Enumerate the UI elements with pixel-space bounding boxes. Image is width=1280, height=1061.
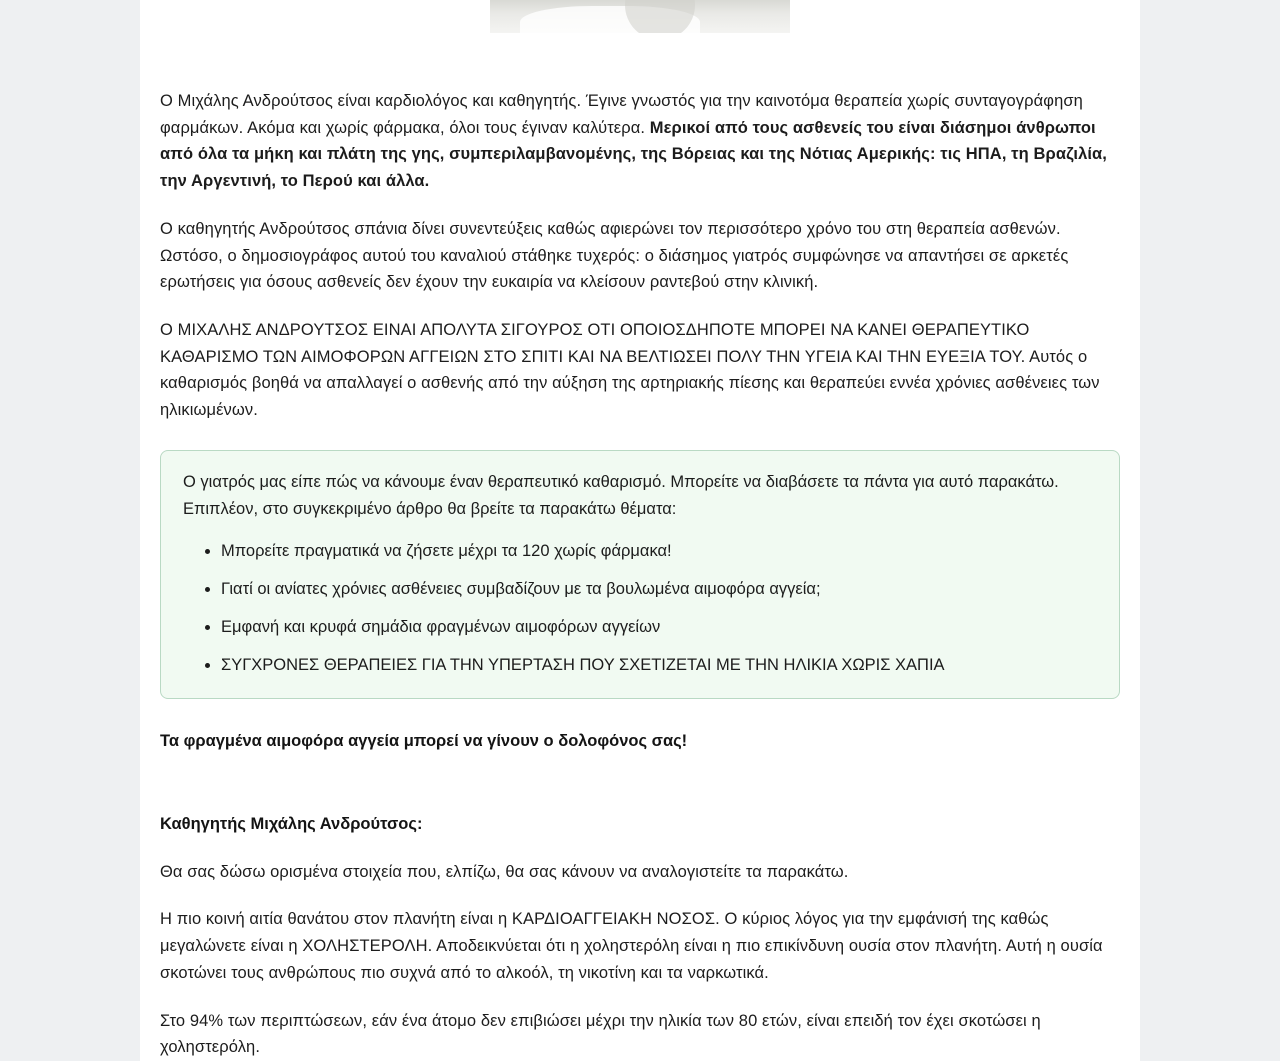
intro-paragraph	[160, 88, 1120, 195]
list-item: • Εμφανή και κρυφά σημάδια φραγμένων αιμοφόρων αγγείων	[221, 614, 1097, 641]
section-heading-professor: Καθηγητής Μιχάλης Ανδρούτσος:	[160, 814, 423, 833]
callout-intro-text: Ο γιατρός μας είπε πώς να κάνουμε έναν θεραπευτικό καθαρισμό. Μπορείτε να διαβάσετε τα πάντα για αυτό παρακάτω. Επιπλέον, στο συγκεκριμένο άρθρο θα βρείτε τα παρακάτω θέματα:	[183, 472, 1059, 518]
doctor-portrait-image	[490, 0, 790, 33]
cholesterol-paragraph: Η πιο κοινή αιτία θανάτου στον πλανήτη είναι η ΚΑΡΔΙΟΑΓΓΕΙΑΚΗ ΝΟΣΟΣ. Ο κύριος λόγος για την εμφάνισή της καθώς μεγαλώνετε είναι η ΧΟΛΗΣΤΕΡΟΛΗ. Αποδεικνύεται ότι η χοληστερόλη είναι η πιο επικίνδυνη ουσία στον πλανήτη. Αυτή η ουσία σκοτώνει τους ανθρώπους πιο συχνά από το αλκοόλ, τη νικοτίνη και τα ναρκωτικά.	[160, 910, 1103, 982]
cleansing-claim-paragraph: Ο ΜΙΧΑΛΗΣ ΑΝΔΡΟΥΤΣΟΣ ΕΙΝΑΙ ΑΠΟΛΥΤΑ ΣΙΓΟΥΡΟΣ ΟΤΙ ΟΠΟΙΟΣΔΗΠΟΤΕ ΜΠΟΡΕΙ ΝΑ ΚΑΝΕΙ ΘΕΡΑΠΕΥΤΙΚΟ ΚΑΘΑΡΙΣΜΟ ΤΩΝ ΑΙΜΟΦΟΡΩΝ ΑΓΓΕΙΩΝ ΣΤΟ ΣΠΙΤΙ ΚΑΙ ΝΑ ΒΕΛΤΙΩΣΕΙ ΠΟΛΥ ΤΗΝ ΥΓΕΙΑ ΚΑΙ ΤΗΝ ΕΥΕΞΙΑ ΤΟΥ. Αυτός ο καθαρισμός βοηθά να απαλλαγεί ο ασθενής από την αύξηση της αρτηριακής πίεσης και θεραπεύει εννέα χρόνιες ασθένειες των ηλικιωμένων.	[160, 321, 1100, 420]
interview-paragraph: Ο καθηγητής Ανδρούτσος σπάνια δίνει συνεντεύξεις καθώς αφιερώνει τον περισσότερο χρόνο του στη θεραπεία ασθενών. Ωστόσο, ο δημοσιογράφος αυτού του καναλιού στάθηκε τυχερός: ο διάσημος γιατρός συμφώνησε να απαντήσει σε αρκετές ερωτήσεις για όσους ασθενείς δεν έχουν την ευκαιρία να κλείσουν ραντεβού στην κλινική.	[160, 219, 1069, 292]
hero-image-container	[160, 0, 1120, 33]
list-item: • Μπορείτε πραγματικά να ζήσετε μέχρι τα 120 χωρίς φάρμακα!	[221, 538, 1097, 565]
statistic-paragraph: Στο 94% των περιπτώσεων, εάν ένα άτομο δεν επιβιώσει μέχρι την ηλικία των 80 ετών, είναι επειδή τον έχει σκοτώσει η χοληστερόλη.	[160, 1011, 1041, 1057]
article-content	[160, 0, 1120, 1061]
article-page	[140, 0, 1140, 1061]
section-heading-killer: Τα φραγμένα αιμοφόρα αγγεία μπορεί να γίνουν ο δολοφόνος σας!	[160, 732, 688, 751]
list-item: • Γιατί οι ανίατες χρόνιες ασθένειες συμβαδίζουν με τα βουλωμένα αιμοφόρα αγγεία;	[221, 576, 1097, 603]
intro-text-bold: Μερικοί από τους ασθενείς του είναι διάσημοι άνθρωποι από όλα τα μήκη και πλάτη της γης, συμπεριλαμβανομένης, της Βόρειας και της Νότιας Αμερικής: τις ΗΠΑ, τη Βραζιλία, την Αργεντινή, το Περού και άλλα.	[160, 118, 1107, 191]
topics-callout-box	[160, 450, 1120, 699]
list-item: • ΣΥΓΧΡΟΝΕΣ ΘΕΡΑΠΕΙΕΣ ΓΙΑ ΤΗΝ ΥΠΕΡΤΑΣΗ ΠΟΥ ΣΧΕΤΙΖΕΤΑΙ ΜΕ ΤΗΝ ΗΛΙΚΙΑ ΧΩΡΙΣ ΧΑΠΙΑ	[221, 652, 1097, 679]
facts-intro-paragraph: Θα σας δώσω ορισμένα στοιχεία που, ελπίζω, θα σας κάνουν να αναλογιστείτε τα παρακάτω.	[160, 862, 849, 881]
intro-text-plain: Ο Μιχάλης Ανδρούτσος είναι καρδιολόγος και καθηγητής. Έγινε γνωστός για την καινοτόμα θεραπεία χωρίς συνταγογράφηση φαρμάκων. Ακόμα και χωρίς φάρμακα, όλοι τους έγιναν καλύτερα.	[160, 92, 1083, 137]
callout-topic-list	[183, 538, 1097, 678]
